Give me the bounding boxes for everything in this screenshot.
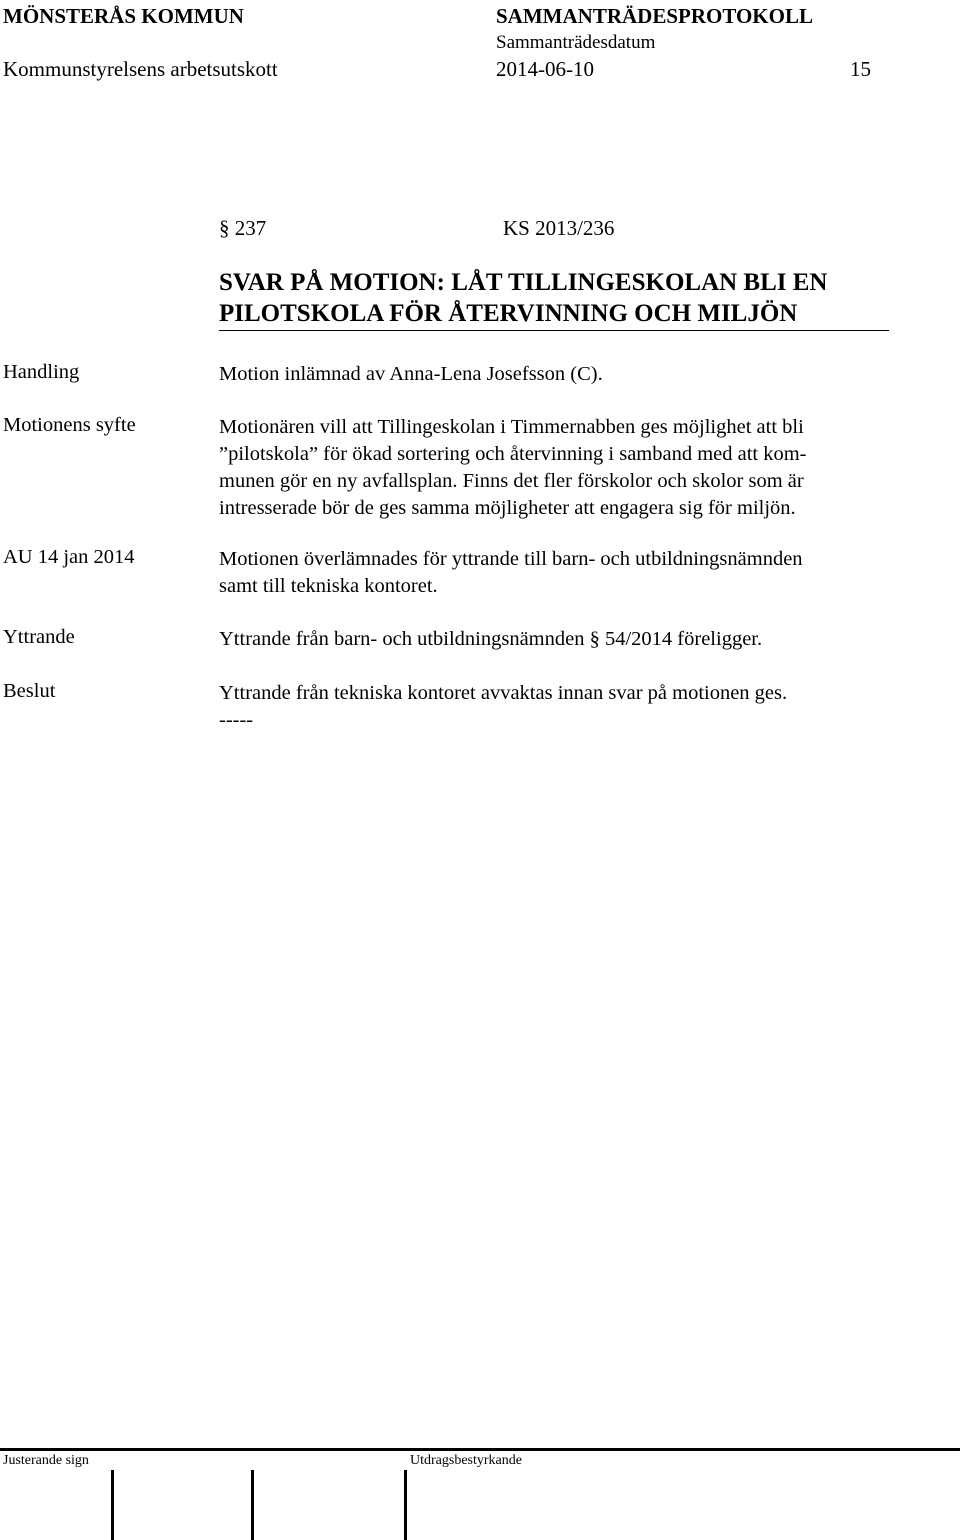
footer-rule xyxy=(0,1448,960,1451)
row-text-handling: Motion inlämnad av Anna-Lena Josefsson (C). xyxy=(219,363,603,385)
row-text-au-line-2: samt till tekniska kontoret. xyxy=(219,575,438,597)
page-number: 15 xyxy=(850,57,871,81)
row-text-syfte-line-2: ”pilotskola” för ökad sortering och återvinning i samband med att kom- xyxy=(219,443,807,465)
row-label-beslut: Beslut xyxy=(3,680,56,702)
row-text-au-line-1: Motionen överlämnades för yttrande till barn- och utbildningsnämnden xyxy=(219,548,803,570)
row-label-handling: Handling xyxy=(3,361,80,383)
item-title-line-2: PILOTSKOLA FÖR ÅTERVINNING OCH MILJÖN xyxy=(219,300,798,327)
row-text-syfte-line-4: intresserade bör de ges samma möjligheter att engagera sig för miljön. xyxy=(219,497,796,519)
footer-label-justerande: Justerande sign xyxy=(3,1453,89,1468)
title-underline xyxy=(219,330,889,331)
signature-box-divider-2 xyxy=(251,1470,254,1540)
row-label-yttrande: Yttrande xyxy=(3,626,75,648)
signature-box-divider-3 xyxy=(404,1470,407,1540)
row-label-motionens-syfte: Motionens syfte xyxy=(3,414,136,436)
case-number: KS 2013/236 xyxy=(503,216,615,240)
row-text-beslut-end-mark: ----- xyxy=(219,709,254,731)
row-label-au: AU 14 jan 2014 xyxy=(3,546,135,568)
protocol-type: SAMMANTRÄDESPROTOKOLL xyxy=(496,4,813,28)
date-label: Sammanträdesdatum xyxy=(496,32,656,53)
section-number: § 237 xyxy=(219,216,267,240)
footer-label-utdrag: Utdragsbestyrkande xyxy=(410,1453,522,1468)
committee-name: Kommunstyrelsens arbetsutskott xyxy=(3,57,278,81)
municipality-name: MÖNSTERÅS KOMMUN xyxy=(3,4,244,28)
row-text-beslut: Yttrande från tekniska kontoret avvaktas innan svar på motionen ges. xyxy=(219,682,788,704)
meeting-date: 2014-06-10 xyxy=(496,57,594,81)
row-text-syfte-line-3: munen gör en ny avfallsplan. Finns det fler förskolor och skolor som är xyxy=(219,470,804,492)
row-text-syfte-line-1: Motionären vill att Tillingeskolan i Timmernabben ges möjlighet att bli xyxy=(219,416,804,438)
row-text-yttrande: Yttrande från barn- och utbildningsnämnden § 54/2014 föreligger. xyxy=(219,628,763,650)
signature-box-divider-1 xyxy=(111,1470,114,1540)
item-title-line-1: SVAR PÅ MOTION: LÅT TILLINGESKOLAN BLI EN xyxy=(219,269,828,296)
